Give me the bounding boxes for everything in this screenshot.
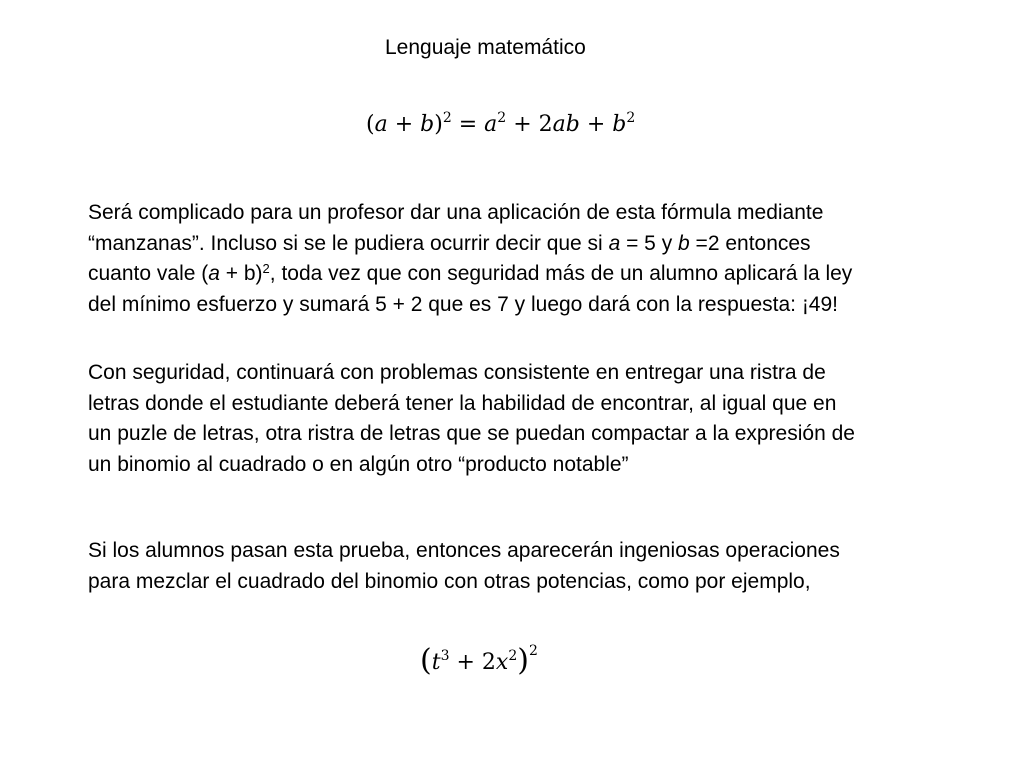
formula-open-paren: (: [366, 112, 375, 137]
example-x-exponent: 2: [508, 648, 518, 664]
example-formula: [420, 642, 538, 677]
example-t-exponent: 3: [440, 648, 450, 664]
italic-var-a: a: [208, 262, 220, 285]
formula-a2-exponent: 2: [497, 110, 507, 126]
italic-var-b: b: [678, 231, 690, 255]
example-outer-exponent: 2: [528, 643, 538, 659]
formula-var-b: b: [420, 112, 435, 137]
formula-plus-last: +: [579, 112, 613, 137]
paragraph-apples: [88, 198, 968, 320]
formula-plus: +: [387, 112, 421, 137]
example-plus-two: + 2: [449, 650, 496, 675]
text-segment: = 5 y: [620, 231, 679, 255]
paragraph-line: Si los alumnos pasan esta prueba, entonces aparecerán ingeniosas operaciones: [88, 539, 840, 562]
formula-exponent: 2: [442, 110, 452, 126]
text-segment: “manzanas”. Incluso si se le pudiera ocurrir decir que si: [88, 231, 609, 255]
formula-var-a2: a: [484, 112, 498, 137]
formula-var-ab: ab: [552, 112, 580, 137]
paragraph-line: un binomio al cuadrado o en algún otro “producto notable”: [88, 452, 629, 476]
italic-var-a: a: [608, 231, 621, 255]
paragraph-line: [88, 259, 968, 290]
slide-title: Lenguaje matemático: [385, 36, 586, 59]
superscript-two: 2: [262, 261, 270, 276]
formula-b2-exponent: 2: [626, 110, 636, 126]
paragraph-ingenious-operations: [88, 536, 968, 597]
paragraph-line: [88, 229, 968, 260]
formula-equals: =: [451, 112, 485, 137]
text-segment: =2 entonces: [689, 231, 811, 255]
paragraph-line: un puzle de letras, otra ristra de letras que se puedan compactar a la expresión de: [88, 422, 855, 445]
example-open-paren: (: [420, 643, 432, 678]
formula-var-b2: b: [612, 112, 627, 137]
example-close-paren: ): [517, 643, 529, 678]
paragraph-line: Será complicado para un profesor dar una aplicación de esta fórmula mediante: [88, 201, 824, 224]
example-var-x: x: [495, 650, 509, 675]
formula-var-a: a: [374, 112, 388, 137]
text-segment: cuanto vale (: [88, 262, 209, 285]
formula-plus-two: + 2: [506, 112, 553, 137]
paragraph-line: letras donde el estudiante deberá tener la habilidad de encontrar, al igual que en: [88, 391, 837, 415]
text-segment: , toda vez que con seguridad más de un alumno aplicará la ley: [269, 262, 853, 285]
paragraph-letter-strings: [88, 358, 968, 480]
paragraph-line: del mínimo esfuerzo y sumará 5 + 2 que es 7 y luego dará con la respuesta: ¡49!: [88, 292, 839, 316]
binomial-square-formula: [366, 112, 635, 137]
text-segment: + b): [219, 262, 263, 285]
paragraph-line: para mezclar el cuadrado del binomio con otras potencias, como por ejemplo,: [88, 569, 811, 593]
example-var-t: t: [431, 650, 441, 675]
formula-close-paren: ): [434, 112, 443, 137]
paragraph-line: Con seguridad, continuará con problemas consistente en entregar una ristra de: [88, 361, 826, 384]
